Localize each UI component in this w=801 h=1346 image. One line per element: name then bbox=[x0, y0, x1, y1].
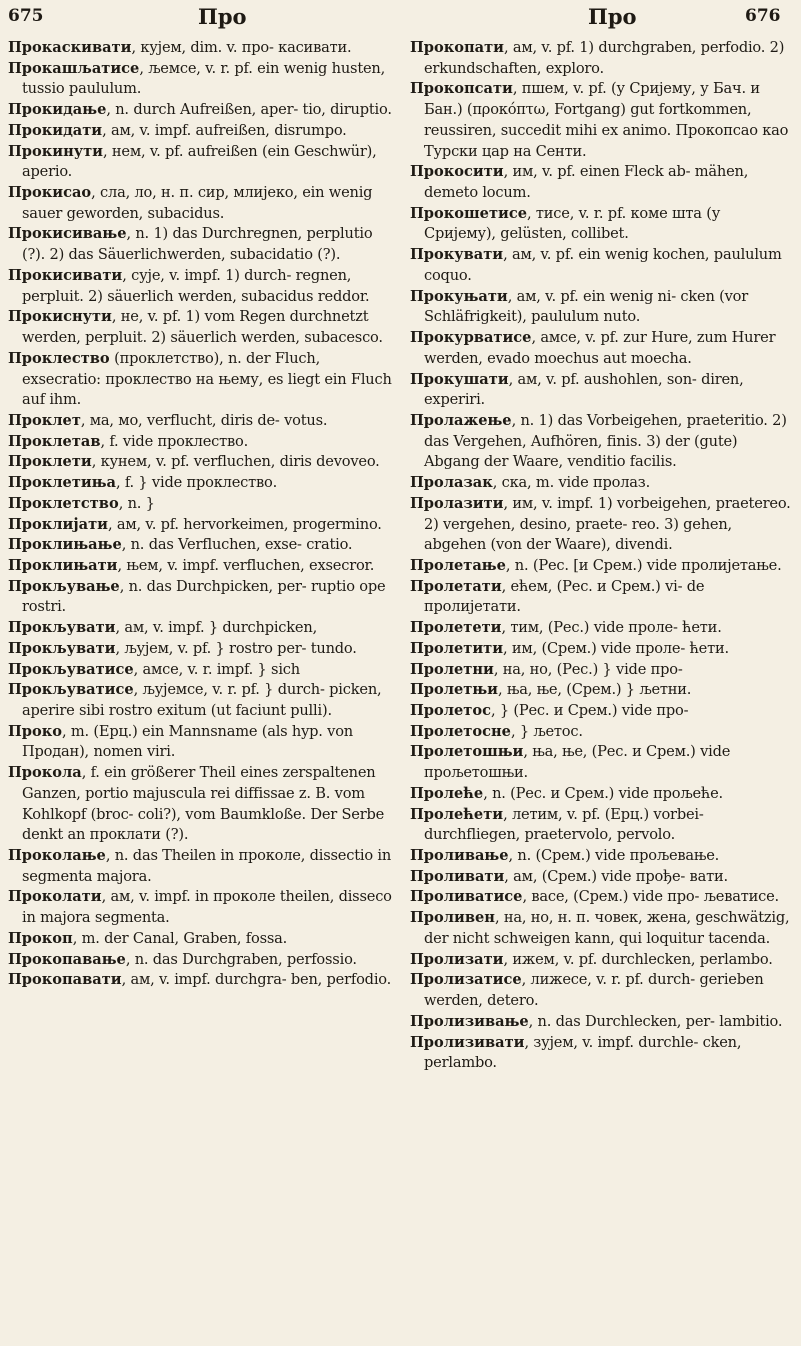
dictionary-entry bbox=[8, 618, 394, 639]
headword: Проклество bbox=[8, 349, 110, 367]
headword: Прокопати bbox=[410, 39, 504, 56]
headword: Проклети bbox=[8, 453, 92, 471]
dictionary-entry bbox=[8, 432, 394, 453]
headword: Проклијати bbox=[8, 515, 108, 533]
dictionary-entry bbox=[410, 411, 796, 473]
entry-definition: , пшем, v. pf. (у Сријему, у Бач. и Бан.) (προκόπτω, Fortgang) gut fortkommen, reussiren, succedit mihi ex animo. Прокопсао као Турски цар на Сенти. bbox=[424, 80, 789, 160]
dictionary-entry bbox=[410, 328, 796, 369]
headword: Пролизивати bbox=[410, 1033, 525, 1051]
entry-definition: , тим, (Рес.) vide проле- ћети. bbox=[501, 619, 722, 637]
entry-definition: , n. durch Aufreißen, aper- tio, diruptio. bbox=[106, 101, 392, 119]
entry-definition: , ећем, (Рес. и Срем.) vi- de пролијетати. bbox=[424, 577, 705, 616]
entry-definition: , амсе, v. pf. zur Hure, zum Hurer werden, evado moechus aut moecha. bbox=[424, 329, 776, 367]
headword: Прокљување bbox=[8, 577, 120, 595]
entry-definition: , љемсе, v. r. pf. ein wenig husten, tussio paululum. bbox=[22, 59, 386, 98]
entry-definition: , им, v. pf. einen Fleck ab- mähen, demeto locum. bbox=[424, 163, 749, 202]
dictionary-entry bbox=[8, 494, 394, 515]
dictionary-entry bbox=[410, 867, 796, 888]
entry-definition: , сује, v. impf. 1) durch- regnen, perpluit. 2) säuerlich werden, subacidus reddor. bbox=[22, 266, 370, 305]
headword: Проливатисе bbox=[410, 888, 523, 906]
headword: Прокуњати bbox=[410, 287, 508, 305]
dictionary-entry bbox=[8, 887, 394, 928]
headword: Прокидање bbox=[8, 101, 107, 119]
entry-definition: , m. (Ерц.) ein Mannsname (als hyp. von Продан), nomen viri. bbox=[22, 722, 354, 761]
headword: Пролетни bbox=[410, 660, 494, 678]
entry-definition: , љујем, v. pf. } rostro per- tundo. bbox=[115, 639, 357, 657]
headword: Пролетњи bbox=[410, 681, 498, 699]
headword: Пролетосне bbox=[410, 722, 511, 740]
headword: Проливен bbox=[410, 909, 495, 927]
headword: Прокљуватисе bbox=[8, 681, 134, 699]
headword: Прокола bbox=[8, 764, 82, 782]
running-head-left: Про bbox=[198, 4, 247, 29]
entry-definition: , им, v. impf. 1) vorbeigehen, praetereo. 2) vergehen, desino, praete- reo. 3) gehen, abgehen (von der Waare), divendi. bbox=[424, 494, 791, 554]
dictionary-entry bbox=[410, 970, 796, 1011]
dictionary-entry bbox=[410, 287, 796, 328]
headword: Прокоп bbox=[8, 929, 73, 947]
headword: Пролетошњи bbox=[410, 743, 524, 761]
headword: Прокинути bbox=[8, 142, 103, 160]
headword: Пролећети bbox=[410, 805, 504, 823]
entry-definition: , n. das Durchgraben, perfossio. bbox=[125, 950, 357, 968]
headword: Проклетав bbox=[8, 432, 101, 450]
entry-definition: , ам, v. impf. durchgra- ben, perfodio. bbox=[121, 971, 392, 989]
entry-definition: , васе, (Срем.) vide про- љеватисе. bbox=[522, 888, 779, 906]
dictionary-entry bbox=[410, 846, 796, 867]
dictionary-entry bbox=[410, 908, 796, 949]
entry-definition: , n. 1) das Durchregnen, perplutio (?). 2) das Säuerlichwerden, subacidatio (?). bbox=[22, 225, 373, 264]
entry-definition: , n. das Durchpicken, per- ruptio ope rostri. bbox=[22, 577, 386, 616]
dictionary-entry bbox=[410, 887, 796, 908]
dictionary-entry bbox=[410, 722, 796, 743]
entry-definition: , летим, v. pf. (Ерц.) vorbei- durchfliegen, praetervolo, pervolo. bbox=[424, 805, 704, 844]
headword: Проклет bbox=[8, 411, 81, 429]
entry-definition: , n. 1) das Vorbeigehen, praeteritio. 2) das Vergehen, Aufhören, finis. 3) der (gute) Abgang der Waare, venditio facilis. bbox=[424, 411, 787, 471]
headword: Пролеће bbox=[410, 784, 484, 802]
dictionary-entry bbox=[410, 494, 796, 556]
headword: Прокашљатисе bbox=[8, 59, 140, 77]
headword: Прокувати bbox=[410, 246, 504, 264]
dictionary-entry bbox=[410, 245, 796, 286]
dictionary-entry bbox=[8, 473, 394, 494]
dictionary-entry bbox=[410, 79, 796, 162]
entry-definition: , n. (Срем.) vide прољевање. bbox=[508, 847, 720, 865]
headword: Прокисивање bbox=[8, 225, 127, 243]
entry-definition: , амсе, v. r. impf. } sich bbox=[133, 660, 300, 678]
entry-definition: , им, (Срем.) vide проле- ћети. bbox=[503, 639, 729, 657]
entry-definition: , ам, (Срем.) vide прође- вати. bbox=[504, 867, 728, 885]
dictionary-entry bbox=[410, 680, 796, 701]
dictionary-entry bbox=[8, 535, 394, 556]
dictionary-entry bbox=[8, 639, 394, 660]
entry-definition: , ма, мо, verflucht, diris de- votus. bbox=[80, 411, 328, 429]
entry-definition: , n. (Рес. и Срем.) vide прољеће. bbox=[483, 784, 723, 802]
headword: Пролетос bbox=[410, 702, 491, 719]
headword: Проклињање bbox=[8, 536, 122, 554]
entry-definition: , лижесе, v. r. pf. durch- gerieben werden, detero. bbox=[424, 971, 764, 1010]
headword: Прокљуватисе bbox=[8, 660, 134, 678]
headword: Проливати bbox=[410, 867, 505, 885]
page-number-right: 676 bbox=[745, 6, 781, 26]
entry-definition: , ам, v. impf. } durchpicken, bbox=[115, 619, 318, 637]
headword: Прокаскивати bbox=[8, 39, 132, 56]
headword: Пролизивање bbox=[410, 1012, 529, 1030]
headword: Прокопавање bbox=[8, 950, 126, 968]
running-head-right: Про bbox=[588, 4, 637, 29]
headword: Проливање bbox=[410, 847, 509, 865]
headword: Пролажење bbox=[410, 411, 512, 429]
headword: Проклињати bbox=[8, 556, 118, 574]
headword: Проклетиња bbox=[8, 474, 116, 492]
headword: Пролетати bbox=[410, 577, 502, 595]
dictionary-entry bbox=[8, 411, 394, 432]
dictionary-entry bbox=[8, 59, 394, 100]
dictionary-entry bbox=[410, 660, 796, 681]
dictionary-entry bbox=[8, 763, 394, 846]
entry-definition: , ња, ње, (Срем.) } љетни. bbox=[497, 681, 692, 699]
entry-definition: , f. vide проклество. bbox=[100, 432, 249, 450]
entry-definition: , љујемсе, v. r. pf. } durch- picken, aperire sibi rostro exitum (ut faciunt pulli). bbox=[22, 681, 382, 719]
entry-definition: , n. das Durchlecken, per- lambitio. bbox=[528, 1012, 783, 1030]
headword: Прокурватисе bbox=[410, 329, 532, 347]
dictionary-entry bbox=[410, 473, 796, 494]
dictionary-entry bbox=[410, 162, 796, 203]
dictionary-entry bbox=[8, 577, 394, 618]
entry-definition: , n. das Verfluchen, exse- cratio. bbox=[121, 536, 353, 554]
headword: Проко bbox=[8, 722, 62, 740]
entry-definition: , } (Рес. и Срем.) vide про- bbox=[490, 702, 689, 719]
dictionary-entry bbox=[410, 204, 796, 245]
dictionary-entry bbox=[410, 805, 796, 846]
headword: Прокиснути bbox=[8, 308, 112, 326]
dictionary-entry bbox=[410, 370, 796, 411]
dictionary-entry bbox=[8, 349, 394, 411]
dictionary-entry bbox=[8, 722, 394, 763]
headword: Прокосити bbox=[410, 163, 504, 181]
entry-definition: , на, но, н. п. човек, жена, geschwätzig, der nicht schweigen kann, qui loquitur tacenda. bbox=[424, 909, 790, 947]
entry-definition: , n. das Theilen in проколе, dissectio in segmenta majora. bbox=[22, 847, 392, 885]
entry-definition: , тисе, v. r. pf. коме шта (у Сријему), gelüsten, collibet. bbox=[424, 204, 721, 243]
entry-definition: , њем, v. impf. verfluchen, exsecror. bbox=[117, 556, 375, 574]
headword: Проколање bbox=[8, 847, 106, 865]
headword: Прокушати bbox=[410, 370, 509, 388]
headword: Прокидати bbox=[8, 121, 103, 139]
headword: Прокопсати bbox=[410, 80, 513, 98]
dictionary-entry bbox=[8, 515, 394, 536]
entry-definition: , ам, v. impf. aufreißen, disrumpo. bbox=[102, 121, 347, 139]
dictionary-entry bbox=[8, 950, 394, 971]
dictionary-entry bbox=[8, 100, 394, 121]
entry-definition: , на, но, (Рес.) } vide про- bbox=[493, 660, 683, 678]
dictionary-entry bbox=[410, 950, 796, 971]
dictionary-entry bbox=[8, 38, 394, 59]
entry-definition: , ска, m. vide пролаз. bbox=[492, 474, 651, 492]
dictionary-entry bbox=[8, 452, 394, 473]
dictionary-entry bbox=[410, 618, 796, 639]
dictionary-entry bbox=[8, 266, 394, 307]
dictionary-entry bbox=[8, 970, 394, 991]
entry-definition: , ња, ње, (Рес. и Срем.) vide прољетошњи. bbox=[424, 743, 731, 782]
entry-definition: , f. } vide проклество. bbox=[115, 474, 278, 492]
dictionary-entry bbox=[410, 742, 796, 783]
headword: Проклетство bbox=[8, 494, 119, 512]
headword: Прокљувати bbox=[8, 639, 116, 657]
entry-definition: , не, v. pf. 1) vom Regen durchnetzt werden, perpluit. 2) säuerlich werden, subacesco. bbox=[22, 308, 383, 347]
dictionary-entry bbox=[410, 1012, 796, 1033]
entry-definition: , ижем, v. pf. durchlecken, perlambo. bbox=[503, 950, 773, 968]
dictionary-entry bbox=[8, 556, 394, 577]
entry-definition: , n. } bbox=[118, 494, 155, 512]
dictionary-entry bbox=[410, 38, 796, 79]
entry-definition: , m. der Canal, Graben, fossa. bbox=[72, 929, 288, 947]
headword: Пролетање bbox=[410, 556, 506, 574]
dictionary-entry bbox=[8, 142, 394, 183]
entry-definition: , зујем, v. impf. durchle- cken, perlambo. bbox=[424, 1033, 742, 1072]
dictionary-entry bbox=[8, 121, 394, 142]
page-header bbox=[0, 0, 801, 34]
dictionary-entry bbox=[8, 307, 394, 348]
headword: Прокисао bbox=[8, 184, 92, 202]
entry-definition: , ам, v. pf. ein wenig kochen, paululum coquo. bbox=[424, 246, 782, 284]
headword: Пролетети bbox=[410, 619, 502, 637]
headword: Пролизати bbox=[410, 950, 504, 968]
dictionary-entry bbox=[8, 929, 394, 950]
headword: Прокопавати bbox=[8, 971, 122, 989]
page-number-left: 675 bbox=[8, 6, 44, 26]
dictionary-entry bbox=[8, 183, 394, 224]
dictionary-entry bbox=[8, 846, 394, 887]
entry-definition: , ам, v. pf. aushohlen, son- diren, experiri. bbox=[424, 370, 744, 409]
entry-definition: , f. ein größerer Theil eines zerspaltenen Ganzen, portio majuscula rei diffissae z. B. vom Kohlkopf (broc- coli?), vom Baumkloße. Der Serbe denkt an проклати (?). bbox=[22, 764, 385, 844]
entry-definition: , } љетос. bbox=[510, 722, 583, 740]
dictionary-entry bbox=[410, 556, 796, 577]
dictionary-entry bbox=[410, 701, 796, 722]
headword: Пролизатисе bbox=[410, 971, 522, 989]
right-column bbox=[410, 38, 796, 1074]
dictionary-entry bbox=[8, 660, 394, 681]
headword: Прокљувати bbox=[8, 619, 116, 637]
entry-definition: , кунем, v. pf. verfluchen, diris devoveo. bbox=[91, 453, 380, 471]
entry-definition: , n. (Рес. [и Срем.) vide пролијетање. bbox=[505, 556, 782, 574]
entry-definition: , ам, v. pf. 1) durchgraben, perfodio. 2) erkundschaften, exploro. bbox=[424, 39, 785, 77]
dictionary-entry bbox=[410, 639, 796, 660]
dictionary-entry bbox=[410, 784, 796, 805]
dictionary-entry bbox=[8, 680, 394, 721]
entry-definition: , нем, v. pf. aufreißen (ein Geschwür), aperio. bbox=[22, 142, 377, 181]
headword: Прокисивати bbox=[8, 266, 123, 284]
entry-definition: , ам, v. pf. ein wenig ni- cken (vor Schläfrigkeit), paululum nuto. bbox=[424, 287, 748, 326]
dictionary-entry bbox=[8, 224, 394, 265]
headword: Пролазити bbox=[410, 494, 504, 512]
left-column bbox=[8, 38, 394, 991]
headword: Пролетити bbox=[410, 639, 504, 657]
headword: Пролазак bbox=[410, 474, 493, 492]
entry-definition: , ам, v. pf. hervorkeimen, progermino. bbox=[107, 515, 382, 533]
entry-definition: , кујем, dim. v. про- касивати. bbox=[131, 39, 352, 56]
dictionary-entry bbox=[410, 1033, 796, 1074]
dictionary-entry bbox=[410, 577, 796, 618]
entry-definition: , сла, ло, н. п. сир, млијеко, ein wenig sauer geworden, subacidus. bbox=[22, 184, 373, 222]
headword: Проколати bbox=[8, 888, 102, 906]
entry-definition: , ам, v. impf. in проколе theilen, disseco in majora segmenta. bbox=[22, 888, 392, 927]
headword: Прокошетисе bbox=[410, 204, 527, 222]
entry-definition: (проклетство), n. der Fluch, exsecratio: проклество на њему, es liegt ein Fluch auf ihm. bbox=[22, 349, 392, 409]
